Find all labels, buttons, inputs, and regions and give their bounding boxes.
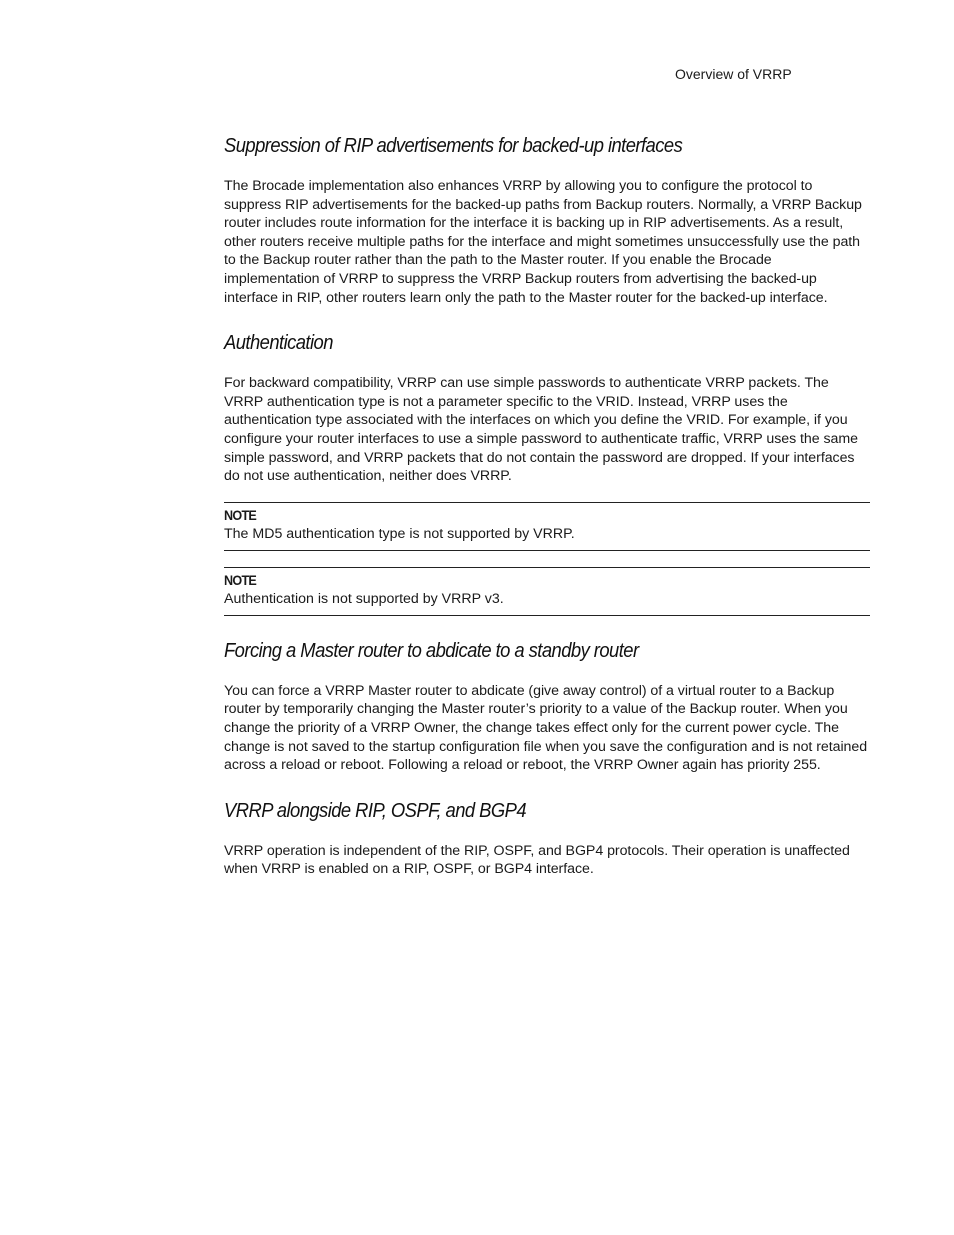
- section-heading-forcing-master: Forcing a Master router to abdicate to a standby router: [224, 639, 639, 662]
- note-md5: [224, 502, 870, 551]
- section-body-rip-suppression: The Brocade implementation also enhances VRRP by allowing you to configure the protocol to suppress RIP advertisements for the backed-up paths from Backup routers. Normally, a VRRP Backup router includes route information for the interface it is backing up in RIP advertisements. As a result, other routers receive multiple paths for the interface and might sometimes unsuccessfully use the path to the Backup router rather than the path to the Master router. If you enable the Brocade implementation of VRRP to suppress the VRRP Backup routers from advertising the backed-up interface in RIP, other routers learn only the path to the Master router for the backed-up interface.: [224, 178, 862, 306]
- note-label: NOTE: [224, 571, 257, 588]
- note-label: NOTE: [224, 506, 257, 523]
- section-heading-vrrp-alongside: VRRP alongside RIP, OSPF, and BGP4: [224, 799, 527, 822]
- document-body: [224, 133, 870, 879]
- section-body-authentication: For backward compatibility, VRRP can use simple passwords to authenticate VRRP packets. The VRRP authentication type is not a parameter specific to the VRID. Instead, VRRP uses the authentication type associated with the interfaces on which you define the VRID. For example, if you configure your router interfaces to use a simple password to authenticate traffic, VRRP uses the same simple password, and VRRP packets that do not contain the password are dropped. If your interfaces do not use authentication, neither does VRRP.: [224, 375, 858, 485]
- note-text: Authentication is not supported by VRRP v3.: [224, 590, 504, 607]
- section-body-vrrp-alongside: VRRP operation is independent of the RIP, OSPF, and BGP4 protocols. Their operation is unaffected when VRRP is enabled on a RIP, OSPF, or BGP4 interface.: [224, 842, 850, 878]
- note-vrrp-v3: [224, 567, 870, 616]
- section-heading-rip-suppression: Suppression of RIP advertisements for backed-up interfaces: [224, 135, 683, 157]
- running-header: Overview of VRRP: [675, 66, 792, 82]
- section-heading-authentication: Authentication: [224, 332, 333, 355]
- section-body-forcing-master: You can force a VRRP Master router to abdicate (give away control) of a virtual router to a Backup router by temporarily changing the Master router’s priority to a value of the Backup router. When you change the priority of a VRRP Owner, the change takes effect only for the current power cycle. The change is not saved to the startup configuration file when you save the configuration and is not retained across a reload or reboot. Following a reload or reboot, the VRRP Owner again has priority 255.: [224, 682, 868, 774]
- note-text: The MD5 authentication type is not supported by VRRP.: [224, 525, 575, 542]
